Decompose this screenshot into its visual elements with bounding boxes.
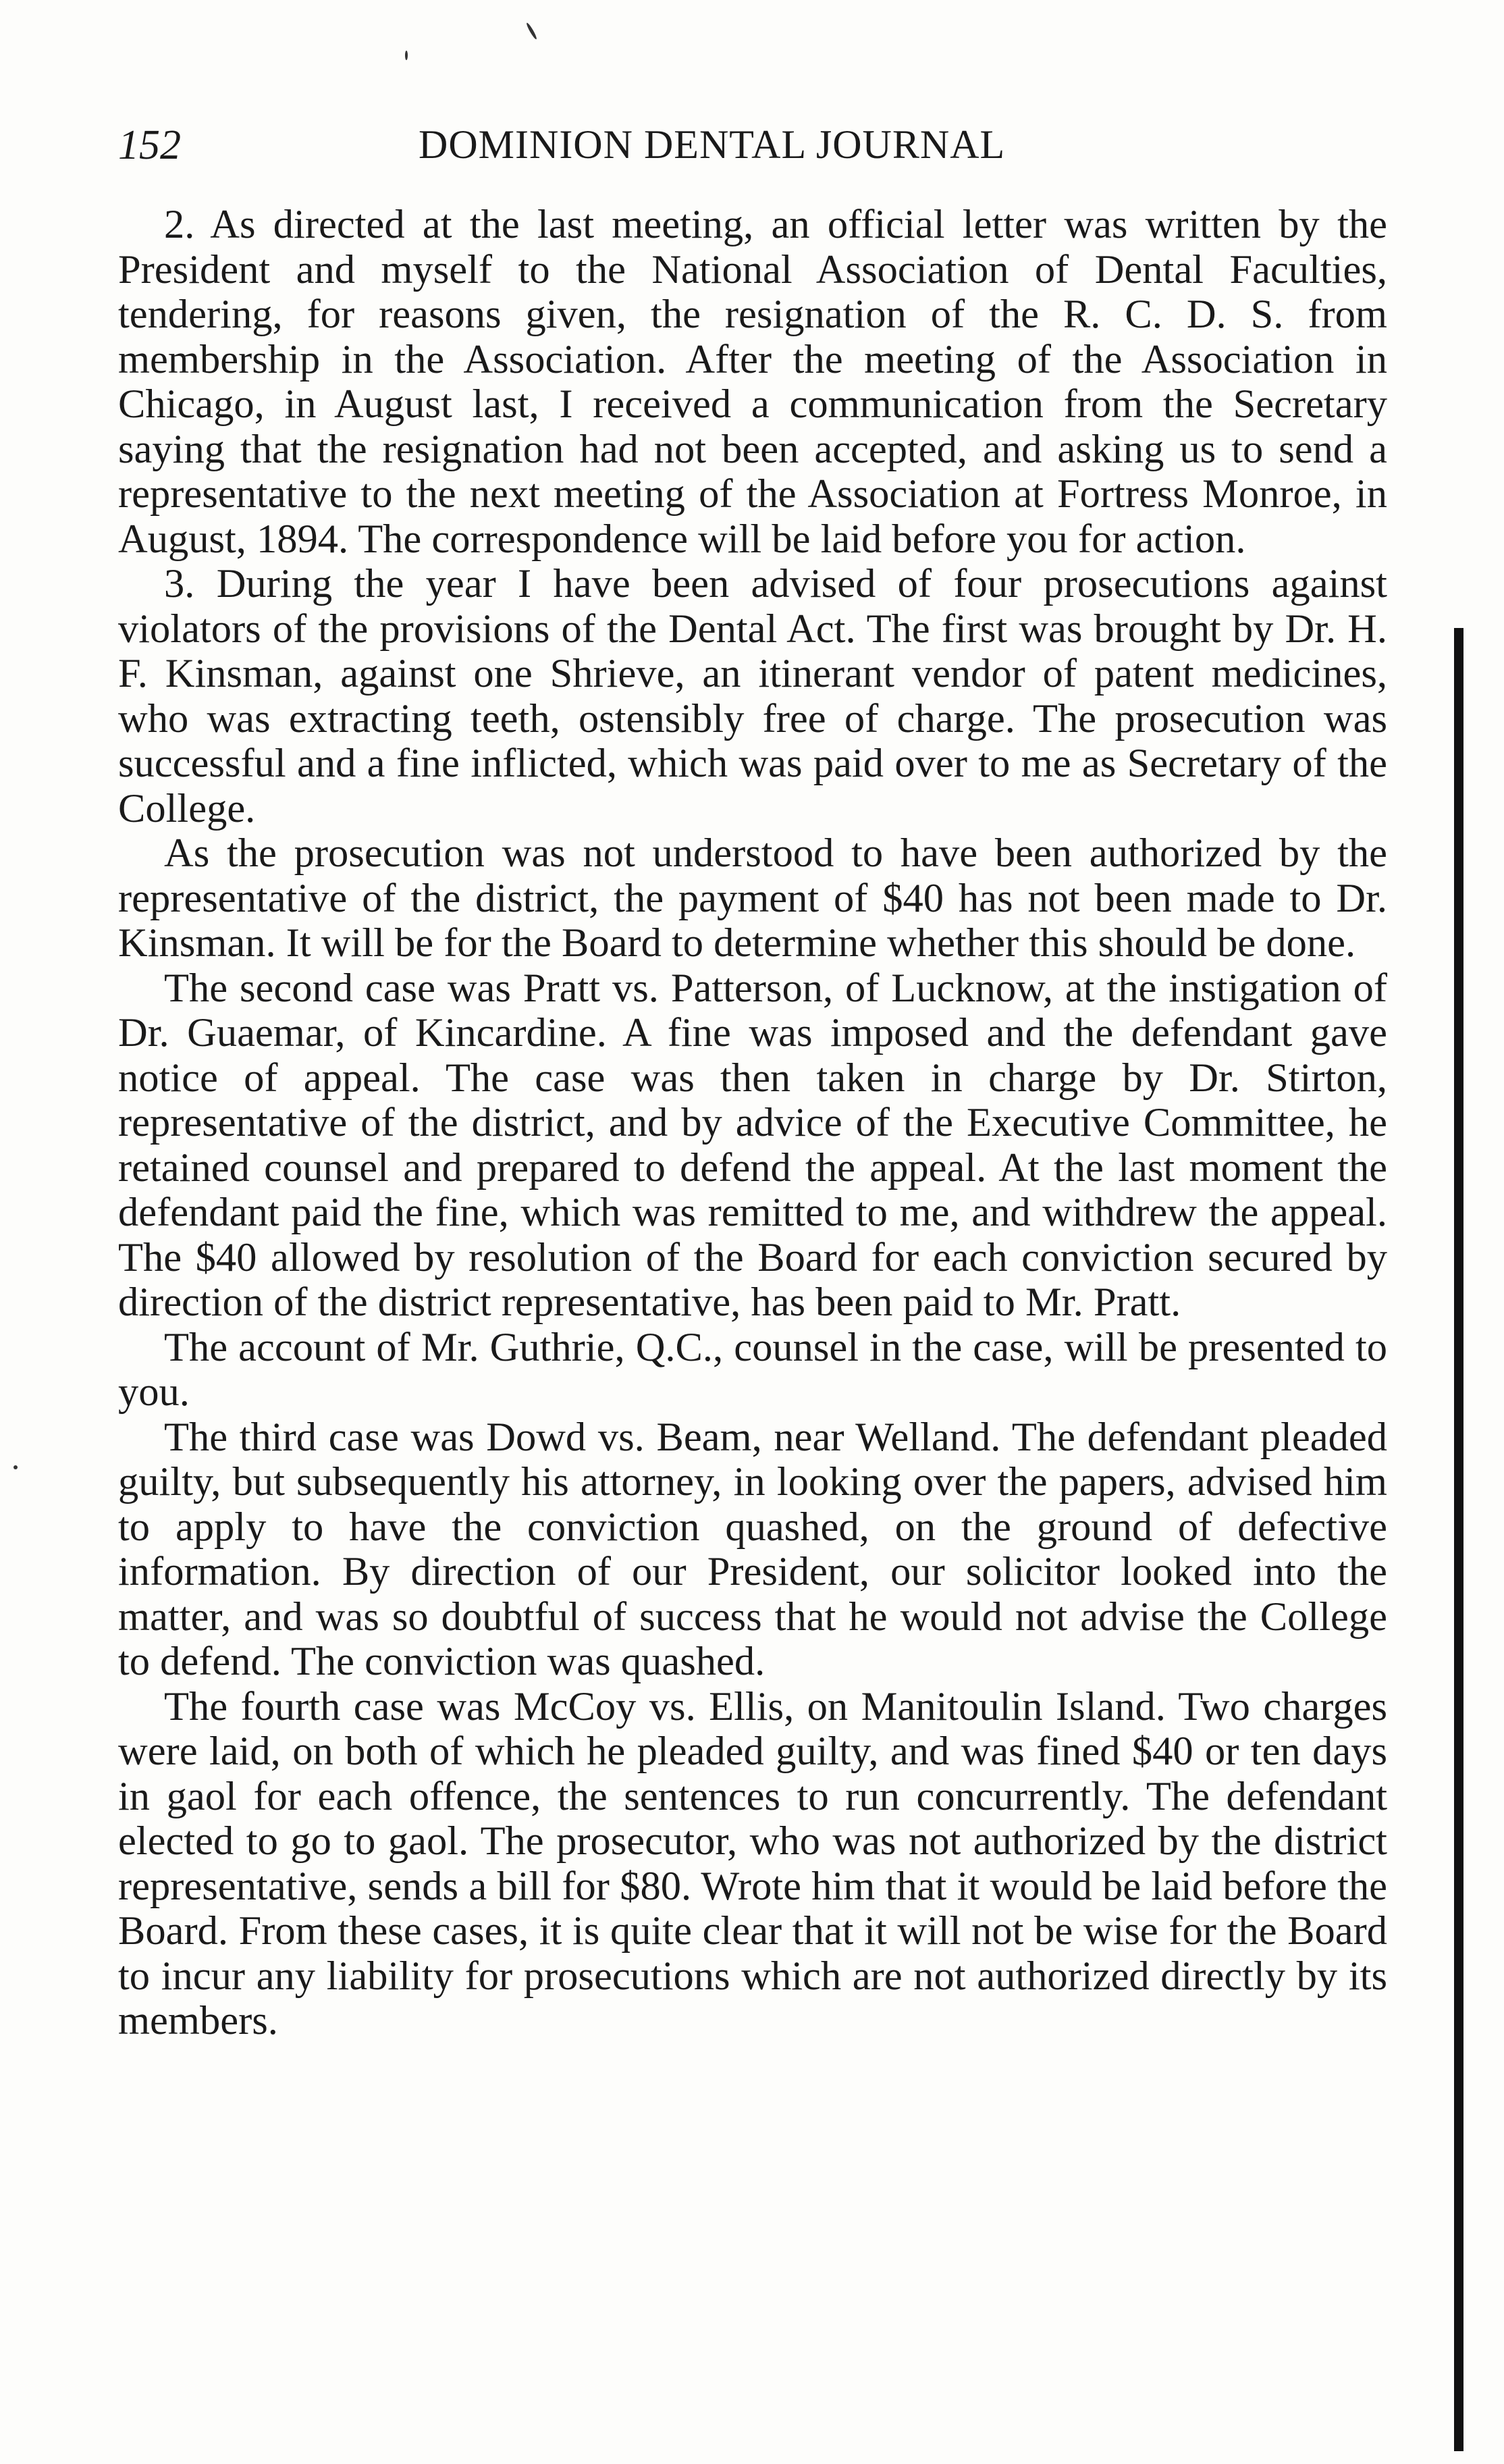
paragraph-6: The third case was Dowd vs. Beam, near Welland. The defendant pleaded guilty, but subsequently his attorney, in looking over the papers, advised him to apply to have the conviction quashed, on the ground of defective information. By direction of our President, our solicitor looked into the matter, and was so doubtful of success that he would not advise the College to defend. The conviction was quashed. (118, 1414, 1387, 1684)
scan-speck (405, 51, 408, 60)
page-header (118, 122, 1380, 176)
running-title: DOMINION DENTAL JOURNAL (419, 122, 1006, 167)
paragraph-1: 2. As directed at the last meeting, an official letter was written by the President and myself to the National Association of Dental Faculties, tendering, for reasons given, the resignation of the R. C. D. S. from membership in the Association. After the meeting of the Association in Chicago, in August last, I received a communication from the Secretary saying that the resignation had not been accepted, and asking us to send a representative to the next meeting of the Association at Fortress Monroe, in August, 1894. The correspondence will be laid before you for action. (118, 202, 1387, 562)
paragraph-7: The fourth case was McCoy vs. Ellis, on Manitoulin Island. Two charges were laid, on both of which he pleaded guilty, and was fined $40 or ten days in gaol for each offence, the sentences to run concurrently. The defendant elected to go to gaol. The prosecutor, who was not authorized by the district representative, sends a bill for $80. Wrote him that it would be laid before the Board. From these cases, it is quite clear that it will not be wise for the Board to incur any liability for prosecutions which are not authorized directly by its members. (118, 1683, 1387, 2043)
page-number: 152 (118, 122, 181, 168)
scan-edge-shadow (1454, 628, 1463, 2451)
scan-speck (525, 22, 537, 41)
paragraph-2: 3. During the year I have been advised of four prosecutions against violators of the provisions of the Dental Act. The first was brought by Dr. H. F. Kinsman, against one Shrieve, an itinerant vendor of patent medicines, who was extracting teeth, ostensibly free of charge. The prosecution was successful and a fine inflicted, which was paid over to me as Secretary of the College. (118, 561, 1387, 831)
paragraph-5: The account of Mr. Guthrie, Q.C., counsel in the case, will be presented to you. (118, 1324, 1387, 1415)
body-text (118, 203, 1387, 2044)
scan-speck (14, 1465, 18, 1469)
paragraph-4: The second case was Pratt vs. Patterson, of Lucknow, at the instigation of Dr. Guaemar, of Kincardine. A fine was imposed and the defendant gave notice of appeal. The case was then taken in charge by Dr. Stirton, representative of the district, and by advice of the Executive Committee, he retained counsel and prepared to defend the appeal. At the last moment the defendant paid the fine, which was remitted to me, and withdrew the appeal. The $40 allowed by resolution of the Board for each conviction secured by direction of the district representative, has been paid to Mr. Pratt. (118, 965, 1387, 1325)
paragraph-3: As the prosecution was not understood to have been authorized by the representative of the district, the payment of $40 has not been made to Dr. Kinsman. It will be for the Board to determine whether this should be done. (118, 831, 1387, 966)
